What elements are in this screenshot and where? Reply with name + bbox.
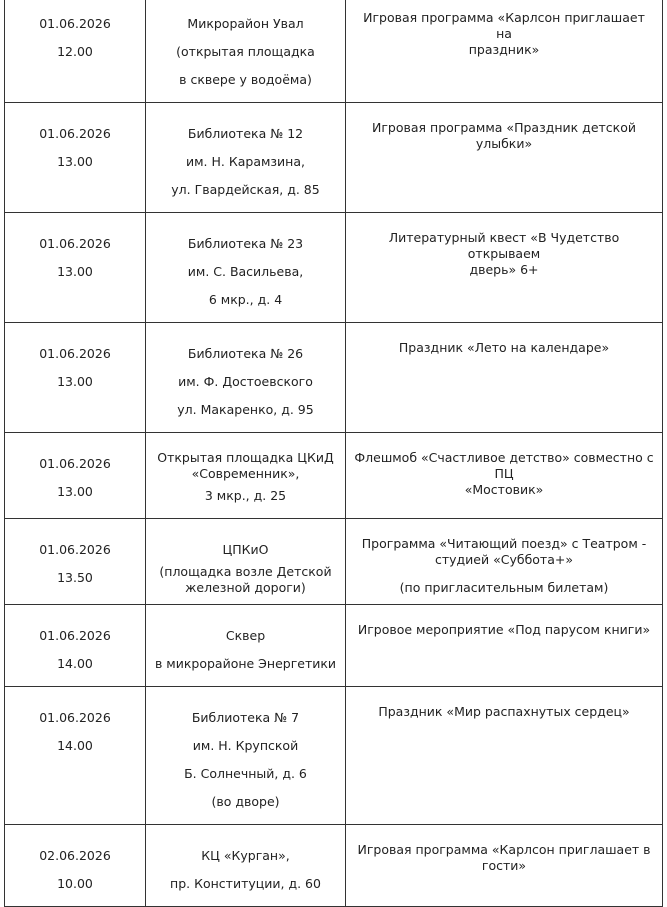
event-time: 13.50 [57,570,93,585]
event-line: Праздник «Мир распахнутых сердец» [378,704,630,719]
venue-cell [146,0,346,103]
venue-line: Открытая площадка ЦКиД [157,450,334,465]
venue-cell [146,519,346,605]
event-cell [346,323,663,433]
event-date: 01.06.2026 [39,16,111,31]
event-line: «Мостовик» [464,482,544,497]
venue-line: 3 мкр., д. 25 [204,488,287,503]
event-line: гости» [481,858,527,873]
venue-line: им. Ф. Достоевского [178,374,313,389]
event-date: 01.06.2026 [39,236,111,251]
venue-cell [146,323,346,433]
venue-line: пр. Конституции, д. 60 [170,876,321,891]
venue-line: Сквер [225,628,266,643]
venue-line: ЦПКиО [222,542,269,557]
date-time-cell [5,0,146,103]
event-cell [346,213,663,323]
event-line: Программа «Читающий поезд» с Театром - [361,536,647,551]
venue-line: им. Н. Крупской [192,738,299,753]
event-line: праздник» [468,42,540,57]
event-time: 13.00 [57,484,93,499]
event-line: Праздник «Лето на календаре» [398,340,610,355]
event-time: 14.00 [57,738,93,753]
event-line: (по пригласительным билетам) [399,580,609,595]
table-row [5,687,663,825]
table-row [5,213,663,323]
date-time-cell [5,103,146,213]
event-date: 02.06.2026 [39,848,111,863]
event-cell [346,519,663,605]
event-cell [346,433,663,519]
venue-cell [146,605,346,687]
event-cell [346,605,663,687]
venue-line: (открытая площадка [176,44,315,59]
date-time-cell [5,519,146,605]
event-cell [346,103,663,213]
event-line: Игровое мероприятие «Под парусом книги» [357,622,651,637]
date-time-cell [5,687,146,825]
table-row [5,103,663,213]
event-cell [346,0,663,103]
event-time: 13.00 [57,264,93,279]
event-line: Игровая программа «Карлсон приглашает на [363,10,645,41]
venue-line: в микрорайоне Энергетики [154,656,337,671]
venue-line: Библиотека № 26 [187,346,304,361]
venue-line: Библиотека № 7 [191,710,300,725]
event-cell [346,687,663,825]
venue-line: железной дороги) [185,580,306,595]
event-date: 01.06.2026 [39,456,111,471]
venue-cell [146,825,346,907]
table-row [5,0,663,103]
event-date: 01.06.2026 [39,542,111,557]
venue-line: в сквере у водоёма) [179,72,312,87]
venue-line: 6 мкр., д. 4 [208,292,283,307]
table-row [5,605,663,687]
table-row [5,433,663,519]
date-time-cell [5,605,146,687]
venue-line: Библиотека № 23 [187,236,304,251]
event-time: 13.00 [57,374,93,389]
event-line: Игровая программа «Праздник детской улыбки» [372,120,636,151]
event-date: 01.06.2026 [39,126,111,141]
table-row [5,323,663,433]
date-time-cell [5,825,146,907]
event-time: 14.00 [57,656,93,671]
venue-cell [146,433,346,519]
venue-line: (площадка возле Детской [159,564,332,579]
event-time: 10.00 [57,876,93,891]
events-table [4,0,663,907]
venue-line: (во дворе) [211,794,280,809]
venue-line: Б. Солнечный, д. 6 [184,766,307,781]
date-time-cell [5,213,146,323]
event-cell [346,825,663,907]
venue-cell [146,213,346,323]
venue-line: КЦ «Курган», [201,848,290,863]
venue-line: ул. Макаренко, д. 95 [177,402,314,417]
venue-line: «Современник», [191,466,300,481]
table-row [5,825,663,907]
event-line: Литературный квест «В Чудетство открываем [388,230,620,261]
venue-cell [146,687,346,825]
date-time-cell [5,323,146,433]
event-date: 01.06.2026 [39,628,111,643]
venue-line: им. Н. Карамзина, [186,154,305,169]
event-date: 01.06.2026 [39,710,111,725]
event-line: Флешмоб «Счастливое детство» совместно с ПЦ [354,450,654,481]
venue-cell [146,103,346,213]
event-line: дверь» 6+ [469,262,539,277]
venue-line: им. С. Васильева, [187,264,304,279]
venue-line: ул. Гвардейская, д. 85 [171,182,320,197]
date-time-cell [5,433,146,519]
event-date: 01.06.2026 [39,346,111,361]
event-time: 12.00 [57,44,93,59]
event-line: Игровая программа «Карлсон приглашает в [357,842,651,857]
event-line: студией «Суббота+» [434,552,573,567]
table-row [5,519,663,605]
venue-line: Микрорайон Увал [187,16,304,31]
event-time: 13.00 [57,154,93,169]
venue-line: Библиотека № 12 [187,126,304,141]
